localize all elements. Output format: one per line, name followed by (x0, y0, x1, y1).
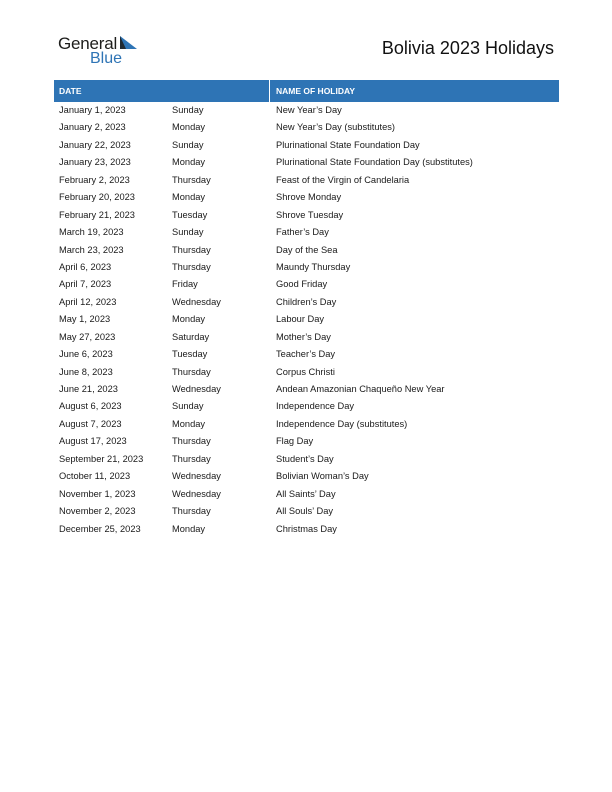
table-row (54, 154, 559, 171)
table-row (54, 259, 559, 276)
header-date: DATE (54, 80, 270, 102)
table-row (54, 189, 559, 206)
row-day: Monday (172, 523, 206, 534)
row-holiday-name: Bolivian Woman’s Day (276, 471, 369, 482)
row-date: May 1, 2023 (59, 314, 111, 325)
table-row (54, 451, 559, 468)
row-date: October 11, 2023 (59, 471, 131, 482)
row-day: Sunday (172, 227, 204, 238)
row-date: August 7, 2023 (59, 418, 122, 429)
header-holiday-name: NAME OF HOLIDAY (276, 86, 356, 96)
row-holiday-name: New Year’s Day (substitutes) (276, 122, 396, 133)
table-row (54, 294, 559, 311)
row-holiday-name: Student’s Day (276, 453, 334, 464)
table-row (54, 276, 559, 293)
table-row (54, 433, 559, 450)
row-day: Monday (172, 192, 206, 203)
row-holiday-name: Teacher’s Day (276, 349, 336, 360)
row-date: January 2, 2023 (59, 122, 126, 133)
row-day: Sunday (172, 139, 204, 150)
row-date: December 25, 2023 (59, 523, 141, 534)
generalblue-logo (58, 34, 148, 68)
table-row (54, 486, 559, 503)
row-day: Monday (172, 314, 206, 325)
row-holiday-name: Father’s Day (276, 227, 329, 238)
row-holiday-name: Flag Day (276, 436, 314, 447)
row-day: Friday (172, 279, 198, 290)
row-day: Tuesday (172, 209, 208, 220)
row-date: January 23, 2023 (59, 157, 131, 168)
row-day: Monday (172, 157, 206, 168)
row-day: Monday (172, 418, 206, 429)
table-row (54, 102, 559, 119)
row-day: Thursday (172, 244, 211, 255)
table-row (54, 311, 559, 328)
table-row (54, 381, 559, 398)
table-row (54, 329, 559, 346)
table-row (54, 468, 559, 485)
row-holiday-name: Good Friday (276, 279, 328, 290)
table-row (54, 503, 559, 520)
row-date: April 7, 2023 (59, 279, 112, 290)
row-date: November 2, 2023 (59, 506, 136, 517)
row-day: Thursday (172, 506, 211, 517)
row-holiday-name: Shrove Monday (276, 192, 342, 203)
table-body (54, 102, 559, 538)
row-day: Wednesday (172, 384, 221, 394)
page-title: Bolivia 2023 Holidays (381, 38, 554, 58)
table-row (54, 398, 559, 415)
row-day: Wednesday (172, 471, 221, 482)
row-date: January 1, 2023 (59, 105, 126, 115)
row-day: Wednesday (172, 488, 221, 499)
row-holiday-name: Plurinational State Foundation Day (substitutes) (276, 157, 473, 168)
row-day: Sunday (172, 105, 204, 115)
row-holiday-name: Christmas Day (276, 523, 337, 534)
row-date: June 8, 2023 (59, 366, 113, 377)
row-holiday-name: Corpus Christi (276, 366, 335, 377)
row-date: April 6, 2023 (59, 261, 112, 272)
row-date: May 27, 2023 (59, 331, 116, 342)
row-holiday-name: All Souls’ Day (276, 506, 334, 517)
row-date: August 6, 2023 (59, 401, 122, 412)
row-day: Thursday (172, 436, 211, 447)
row-day: Saturday (172, 331, 210, 342)
table-row (54, 364, 559, 381)
table-row (54, 172, 559, 189)
row-day: Tuesday (172, 349, 208, 360)
row-day: Sunday (172, 401, 204, 412)
table-row (54, 521, 559, 538)
logo-word-general: General (58, 34, 118, 53)
table-row (54, 224, 559, 241)
row-date: February 21, 2023 (59, 209, 135, 220)
row-holiday-name: Maundy Thursday (276, 261, 351, 272)
row-date: September 21, 2023 (59, 453, 144, 464)
row-date: February 20, 2023 (59, 192, 135, 203)
row-holiday-name: Feast of the Virgin of Candelaria (276, 174, 410, 185)
row-day: Thursday (172, 366, 211, 377)
row-holiday-name: Children’s Day (276, 296, 337, 307)
logo-word-blue: Blue (90, 50, 123, 67)
table-row (54, 207, 559, 224)
row-holiday-name: New Year’s Day (276, 105, 342, 115)
table-row (54, 346, 559, 363)
table-header (54, 80, 559, 102)
row-holiday-name: Andean Amazonian Chaqueño New Year (276, 384, 445, 394)
row-date: March 19, 2023 (59, 227, 124, 238)
table-row (54, 119, 559, 136)
logo-triangle-icon (118, 36, 138, 50)
row-holiday-name: Independence Day (276, 401, 355, 412)
table-row (54, 137, 559, 154)
row-holiday-name: Day of the Sea (276, 244, 338, 255)
row-holiday-name: Shrove Tuesday (276, 209, 344, 220)
row-day: Thursday (172, 174, 211, 185)
row-date: February 2, 2023 (59, 174, 130, 185)
row-day: Thursday (172, 261, 211, 272)
holidays-table (54, 80, 559, 538)
row-holiday-name: Plurinational State Foundation Day (276, 139, 420, 150)
table-row (54, 242, 559, 259)
row-date: April 12, 2023 (59, 296, 117, 307)
row-holiday-name: Labour Day (276, 314, 325, 325)
row-day: Thursday (172, 453, 211, 464)
row-holiday-name: Mother’s Day (276, 331, 331, 342)
row-date: June 6, 2023 (59, 349, 113, 360)
row-day: Monday (172, 122, 206, 133)
row-date: June 21, 2023 (59, 384, 118, 394)
row-day: Wednesday (172, 296, 221, 307)
row-date: March 23, 2023 (59, 244, 124, 255)
table-row (54, 416, 559, 433)
row-holiday-name: All Saints’ Day (276, 488, 336, 499)
row-holiday-name: Independence Day (substitutes) (276, 418, 408, 429)
row-date: January 22, 2023 (59, 139, 131, 150)
row-date: August 17, 2023 (59, 436, 127, 447)
row-date: November 1, 2023 (59, 488, 136, 499)
